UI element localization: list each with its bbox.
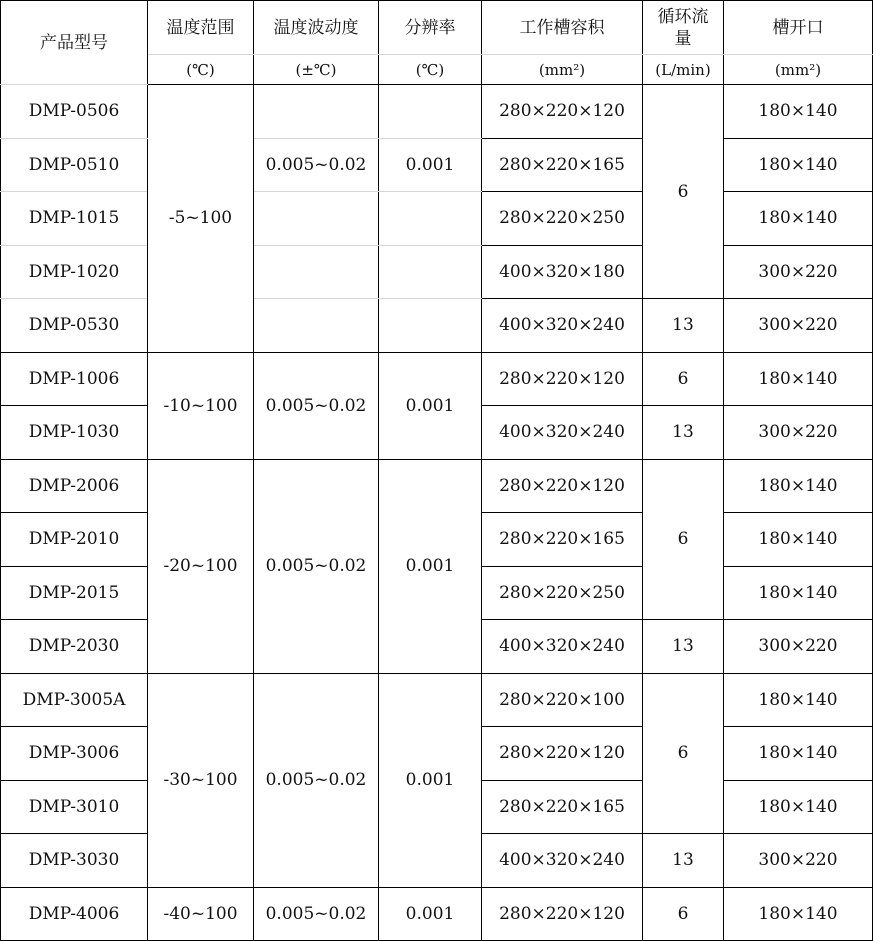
model-cell: DMP-1006 bbox=[1, 352, 148, 406]
header-row bbox=[1, 1, 873, 55]
opening-cell: 180×140 bbox=[724, 727, 873, 781]
opening-cell: 180×140 bbox=[724, 85, 873, 139]
resolution-cell: 0.001 bbox=[379, 352, 482, 459]
temp-range-cell: -5~100 bbox=[148, 85, 254, 353]
fluctuation-cell-empty bbox=[254, 245, 379, 299]
fluctuation-cell: 0.005~0.02 bbox=[254, 352, 379, 459]
table-row bbox=[1, 459, 873, 513]
opening-cell: 180×140 bbox=[724, 352, 873, 406]
flow-cell: 6 bbox=[643, 887, 724, 941]
opening-cell: 180×140 bbox=[724, 780, 873, 834]
fluctuation-cell-empty bbox=[254, 192, 379, 246]
unit-flow: (L/min) bbox=[643, 55, 724, 85]
table-row bbox=[1, 299, 873, 353]
table-row bbox=[1, 138, 873, 192]
fluctuation-cell: 0.005~0.02 bbox=[254, 887, 379, 941]
temp-range-cell: -30~100 bbox=[148, 673, 254, 887]
table-row bbox=[1, 85, 873, 139]
model-cell: DMP-3006 bbox=[1, 727, 148, 781]
col-header-temp-range: 温度范围 bbox=[148, 1, 254, 55]
fluctuation-cell: 0.005~0.02 bbox=[254, 673, 379, 887]
volume-cell: 280×220×250 bbox=[482, 566, 643, 620]
volume-cell: 280×220×165 bbox=[482, 780, 643, 834]
resolution-cell-empty bbox=[379, 299, 482, 353]
col-header-opening: 槽开口 bbox=[724, 1, 873, 55]
opening-cell: 180×140 bbox=[724, 138, 873, 192]
resolution-cell-empty bbox=[379, 192, 482, 246]
model-cell: DMP-2006 bbox=[1, 459, 148, 513]
table-row bbox=[1, 887, 873, 941]
table-row bbox=[1, 192, 873, 246]
volume-cell: 400×320×180 bbox=[482, 245, 643, 299]
volume-cell: 280×220×120 bbox=[482, 459, 643, 513]
model-cell: DMP-4006 bbox=[1, 887, 148, 941]
volume-cell: 280×220×250 bbox=[482, 192, 643, 246]
table-row bbox=[1, 673, 873, 727]
flow-cell: 6 bbox=[643, 673, 724, 834]
volume-cell: 400×320×240 bbox=[482, 834, 643, 888]
resolution-cell: 0.001 bbox=[379, 887, 482, 941]
volume-cell: 400×320×240 bbox=[482, 406, 643, 460]
flow-cell: 6 bbox=[643, 352, 724, 406]
model-cell: DMP-2015 bbox=[1, 566, 148, 620]
opening-cell: 180×140 bbox=[724, 459, 873, 513]
model-cell: DMP-1020 bbox=[1, 245, 148, 299]
model-cell: DMP-2030 bbox=[1, 620, 148, 674]
fluctuation-cell: 0.005~0.02 bbox=[254, 138, 379, 192]
unit-volume: (mm²) bbox=[482, 55, 643, 85]
opening-cell: 180×140 bbox=[724, 513, 873, 567]
col-header-resolution: 分辨率 bbox=[379, 1, 482, 55]
opening-cell: 300×220 bbox=[724, 299, 873, 353]
model-cell: DMP-0510 bbox=[1, 138, 148, 192]
opening-cell: 300×220 bbox=[724, 245, 873, 299]
model-cell: DMP-3030 bbox=[1, 834, 148, 888]
opening-cell: 300×220 bbox=[724, 406, 873, 460]
table-row bbox=[1, 352, 873, 406]
unit-temp-range: (℃) bbox=[148, 55, 254, 85]
model-cell: DMP-3005A bbox=[1, 673, 148, 727]
volume-cell: 280×220×165 bbox=[482, 138, 643, 192]
col-header-fluctuation: 温度波动度 bbox=[254, 1, 379, 55]
volume-cell: 280×220×120 bbox=[482, 887, 643, 941]
temp-range-cell: -10~100 bbox=[148, 352, 254, 459]
volume-cell: 280×220×120 bbox=[482, 85, 643, 139]
fluctuation-cell-empty bbox=[254, 299, 379, 353]
unit-resolution: (℃) bbox=[379, 55, 482, 85]
flow-cell: 6 bbox=[643, 459, 724, 620]
volume-cell: 280×220×120 bbox=[482, 727, 643, 781]
col-header-model: 产品型号 bbox=[1, 1, 148, 85]
model-cell: DMP-1030 bbox=[1, 406, 148, 460]
flow-cell: 6 bbox=[643, 85, 724, 299]
unit-opening: (mm²) bbox=[724, 55, 873, 85]
volume-cell: 280×220×100 bbox=[482, 673, 643, 727]
temp-range-cell: -40~100 bbox=[148, 887, 254, 941]
resolution-cell: 0.001 bbox=[379, 138, 482, 192]
resolution-cell: 0.001 bbox=[379, 459, 482, 673]
resolution-cell: 0.001 bbox=[379, 673, 482, 887]
volume-cell: 400×320×240 bbox=[482, 299, 643, 353]
model-cell: DMP-0506 bbox=[1, 85, 148, 139]
table-row bbox=[1, 245, 873, 299]
temp-range-cell: -20~100 bbox=[148, 459, 254, 673]
model-cell: DMP-1015 bbox=[1, 192, 148, 246]
volume-cell: 280×220×165 bbox=[482, 513, 643, 567]
col-header-flow: 循环流量 bbox=[643, 1, 724, 55]
model-cell: DMP-2010 bbox=[1, 513, 148, 567]
fluctuation-cell: 0.005~0.02 bbox=[254, 459, 379, 673]
flow-cell: 13 bbox=[643, 620, 724, 674]
flow-cell: 13 bbox=[643, 834, 724, 888]
volume-cell: 280×220×120 bbox=[482, 352, 643, 406]
opening-cell: 180×140 bbox=[724, 887, 873, 941]
opening-cell: 180×140 bbox=[724, 673, 873, 727]
flow-cell: 13 bbox=[643, 299, 724, 353]
opening-cell: 300×220 bbox=[724, 620, 873, 674]
opening-cell: 300×220 bbox=[724, 834, 873, 888]
resolution-cell-empty bbox=[379, 245, 482, 299]
volume-cell: 400×320×240 bbox=[482, 620, 643, 674]
unit-fluctuation: (±℃) bbox=[254, 55, 379, 85]
flow-cell: 13 bbox=[643, 406, 724, 460]
model-cell: DMP-3010 bbox=[1, 780, 148, 834]
opening-cell: 180×140 bbox=[724, 566, 873, 620]
model-cell: DMP-0530 bbox=[1, 299, 148, 353]
resolution-cell-empty bbox=[379, 85, 482, 139]
opening-cell: 180×140 bbox=[724, 192, 873, 246]
fluctuation-cell-empty bbox=[254, 85, 379, 139]
col-header-volume: 工作槽容积 bbox=[482, 1, 643, 55]
